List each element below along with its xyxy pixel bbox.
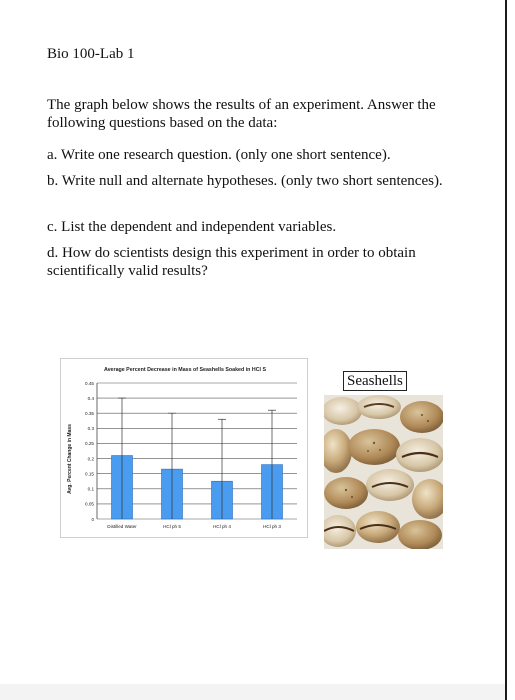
- chart-x-tick-label: Distilled Water: [107, 524, 137, 529]
- chart-y-tick-label: 0.25: [85, 441, 94, 447]
- chart-y-tick-label: 0.2: [87, 456, 94, 462]
- chart-bars: [112, 456, 283, 519]
- page-bottom-strip: [0, 684, 505, 700]
- chart-y-tick-label: 0.4: [87, 395, 94, 401]
- question-a: a. Write one research question. (only one short sentence).: [47, 147, 391, 163]
- chart-y-axis-label: Avg. Percent Change in Mass: [67, 424, 73, 494]
- chart-y-tick-label: 0.35: [85, 411, 94, 417]
- seashells-photo: [324, 395, 443, 549]
- chart-y-tick-label: 0.45: [85, 380, 94, 386]
- chart-y-tick-label: 0: [91, 516, 94, 522]
- chart-y-tick-label: 0.15: [85, 471, 94, 477]
- chart-title: Average Percent Decrease in Mass of Seashells Soaked in HCl S: [103, 367, 267, 373]
- bar-chart-svg: [61, 359, 309, 539]
- chart-y-tick-label: 0.3: [87, 426, 94, 432]
- chart-y-tick-label: 0.05: [85, 501, 94, 507]
- chart-x-tick-label: HCl ph 4: [213, 524, 231, 529]
- chart-x-tick-label: HCl ph 3: [263, 524, 281, 529]
- intro-paragraph: The graph below shows the results of an experiment. Answer the following questions based on the data:: [47, 97, 436, 131]
- seashells-label: Seashells: [343, 371, 407, 391]
- question-b: b. Write null and alternate hypotheses. (only two short sentences).: [47, 173, 443, 189]
- page-border: [505, 0, 507, 700]
- document-header: Bio 100-Lab 1: [47, 46, 135, 62]
- question-c: c. List the dependent and independent variables.: [47, 219, 337, 235]
- chart-x-tick-label: HCl ph 5: [163, 524, 181, 529]
- question-d: d. How do scientists design this experiment in order to obtain scientifically valid results?: [47, 245, 416, 279]
- chart-y-tick-label: 0.1: [87, 486, 94, 492]
- bar-chart: [60, 358, 308, 538]
- chart-y-ticks: [85, 381, 94, 522]
- seashells-image: [324, 395, 443, 549]
- chart-x-ticks: [107, 524, 281, 529]
